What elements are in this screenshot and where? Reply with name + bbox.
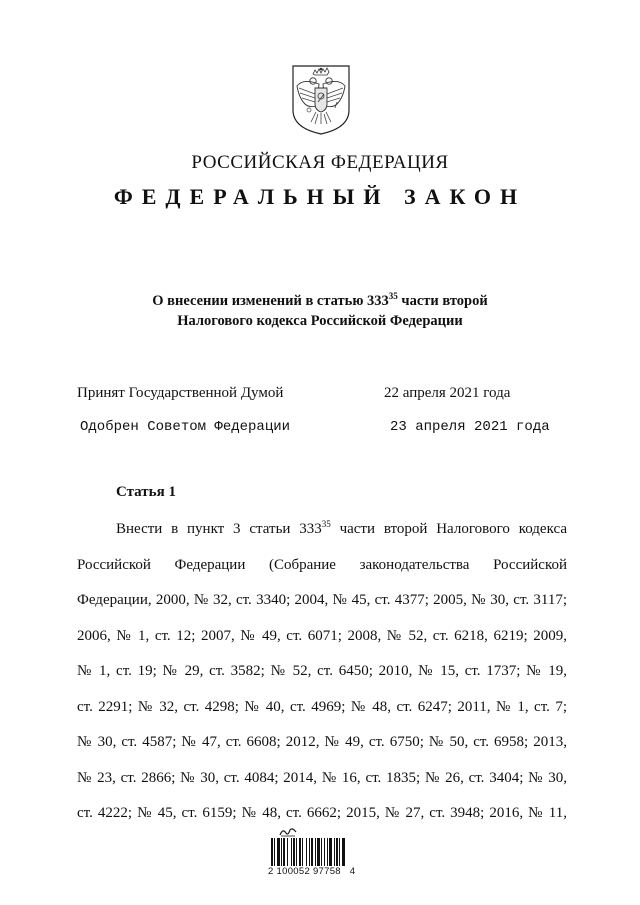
article-superscript: 35 <box>321 519 331 529</box>
article-heading: Статья 1 <box>116 484 176 500</box>
law-title-line-1: О внесении изменений в статью $333^{35}$ части второй <box>152 291 488 309</box>
article-line: ст. 2291; № 32, ст. 4298; № 40, ст. 4969; № 48, ст. 6247; 2011, № 1, ст. 7; <box>77 698 567 715</box>
country-name: РОССИЙСКАЯ ФЕДЕРАЦИЯ <box>191 152 449 173</box>
article-line: № 1, ст. 19; № 29, ст. 3582; № 52, ст. 6450; 2010, № 15, ст. 1737; № 19, <box>77 663 567 679</box>
article-body <box>77 512 567 832</box>
article-line: № 30, ст. 4587; № 47, ст. 6608; 2012, № 49, ст. 6750; № 50, ст. 6958; 2013, <box>77 734 567 750</box>
barcode-number: 2 100052 97758 4 <box>268 866 356 877</box>
duma-adoption-date: 22 апреля 2021 года <box>384 385 511 401</box>
title-superscript: 35 <box>388 291 398 301</box>
article-line: ст. 4222; № 45, ст. 6159; № 48, ст. 6662; 2015, № 27, ст. 3948; 2016, № 11, <box>77 805 567 821</box>
duma-adoption-label: Принят Государственной Думой <box>77 385 284 401</box>
article-line: № 23, ст. 2866; № 30, ст. 4084; 2014, № 16, ст. 1835; № 26, ст. 3404; № 30, <box>77 769 567 786</box>
council-approval-date: 23 апреля 2021 года <box>390 419 550 435</box>
council-approval-label: Одобрен Советом Федерации <box>80 419 291 435</box>
barcode-icon <box>271 838 373 866</box>
article-line: Федерации, 2000, № 32, ст. 3340; 2004, № 45, ст. 4377; 2005, № 30, ст. 3117; <box>77 592 567 608</box>
article-line: 2006, № 1, ст. 12; 2007, № 49, ст. 6071; 2008, № 52, ст. 6218, 6219; 2009, <box>77 627 567 644</box>
article-line: Российской Федерации (Собрание законодательства Российской <box>77 556 567 573</box>
law-title <box>0 286 640 331</box>
coat-of-arms-icon <box>289 64 353 136</box>
document-type: ФЕДЕРАЛЬНЫЙ ЗАКОН <box>113 184 527 209</box>
law-title-line-2: Налогового кодекса Российской Федерации <box>177 312 463 329</box>
article-first-line: Внести в пункт 3 статьи $333^{35}$ части второй Налогового кодекса <box>116 519 567 537</box>
initials-mark-icon <box>279 827 297 837</box>
